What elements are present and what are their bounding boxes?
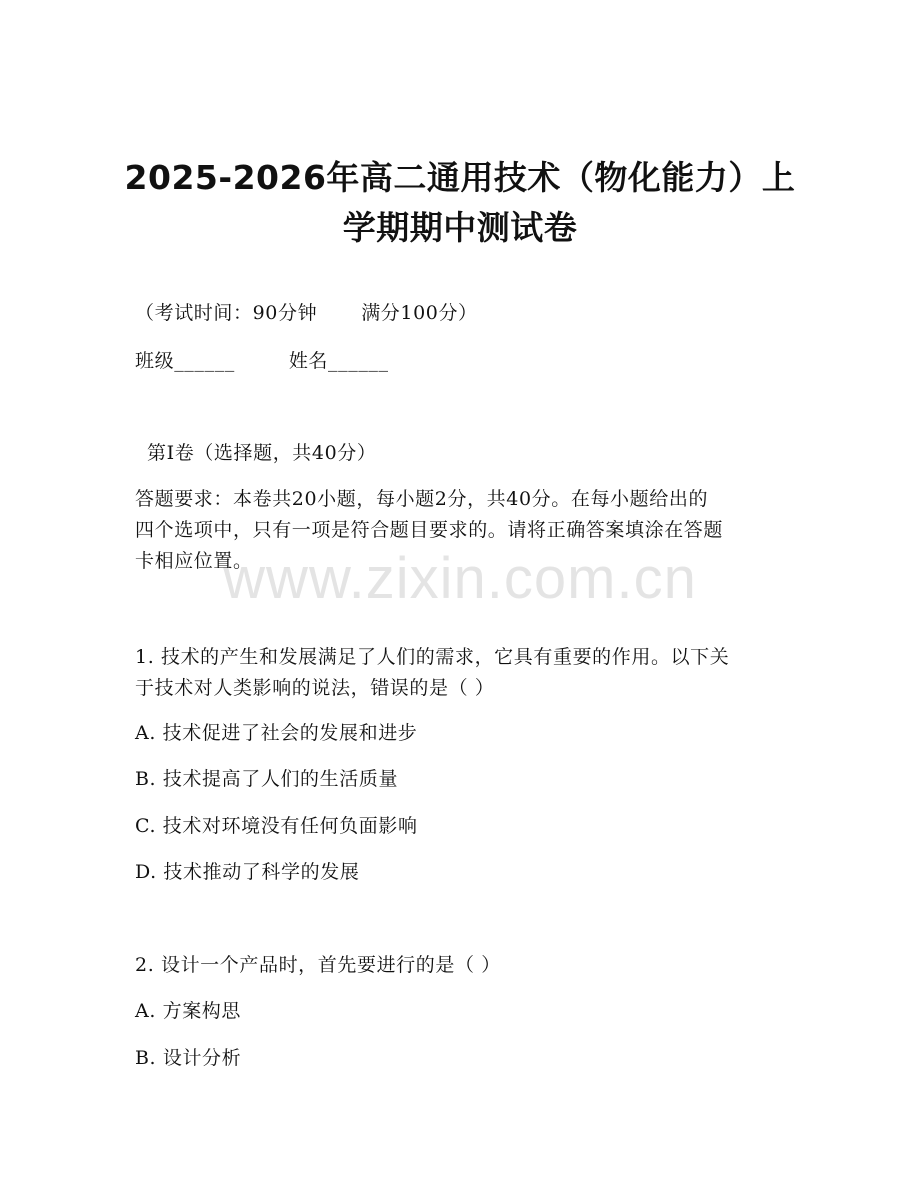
section-heading: 第Ⅰ卷（选择题，共40分） xyxy=(147,442,377,464)
instructions-line-2: 四个选项中，只有一项是符合题目要求的。请将正确答案填涂在答题 xyxy=(135,519,724,541)
exam-time: （考试时间：90分钟 xyxy=(135,302,318,324)
exam-info xyxy=(135,301,478,325)
student-info xyxy=(135,349,389,373)
option-b: B. 技术提高了人们的生活质量 xyxy=(135,768,399,790)
option-a: A. 方案构思 xyxy=(135,1000,242,1022)
option-b: B. 设计分析 xyxy=(135,1047,242,1069)
watermark: www.zixin.com.cn xyxy=(223,546,697,611)
instructions-line-3: 卡相应位置。 xyxy=(135,550,253,572)
instructions-line-1: 答题要求：本卷共20小题，每小题2分，共40分。在每小题给出的 xyxy=(135,488,709,510)
question-stem-line-1: 2. 设计一个产品时，首先要进行的是（ ） xyxy=(135,954,501,976)
option-d: D. 技术推动了科学的发展 xyxy=(135,861,360,883)
exam-title-line-1: 2025-2026年高二通用技术（物化能力）上 xyxy=(124,158,796,197)
exam-full-score: 满分100分） xyxy=(361,302,478,324)
name-field-label: 姓名______ xyxy=(288,350,389,372)
exam-title-line-2: 学期期中测试卷 xyxy=(342,208,578,247)
question-stem-line-1: 1. 技术的产生和发展满足了人们的需求，它具有重要的作用。以下关 xyxy=(135,646,730,668)
option-c: C. 技术对环境没有任何负面影响 xyxy=(135,815,418,837)
class-field-label: 班级______ xyxy=(135,350,235,372)
option-a: A. 技术促进了社会的发展和进步 xyxy=(135,722,418,744)
question-stem-line-2: 于技术对人类影响的说法，错误的是（ ） xyxy=(135,677,495,699)
